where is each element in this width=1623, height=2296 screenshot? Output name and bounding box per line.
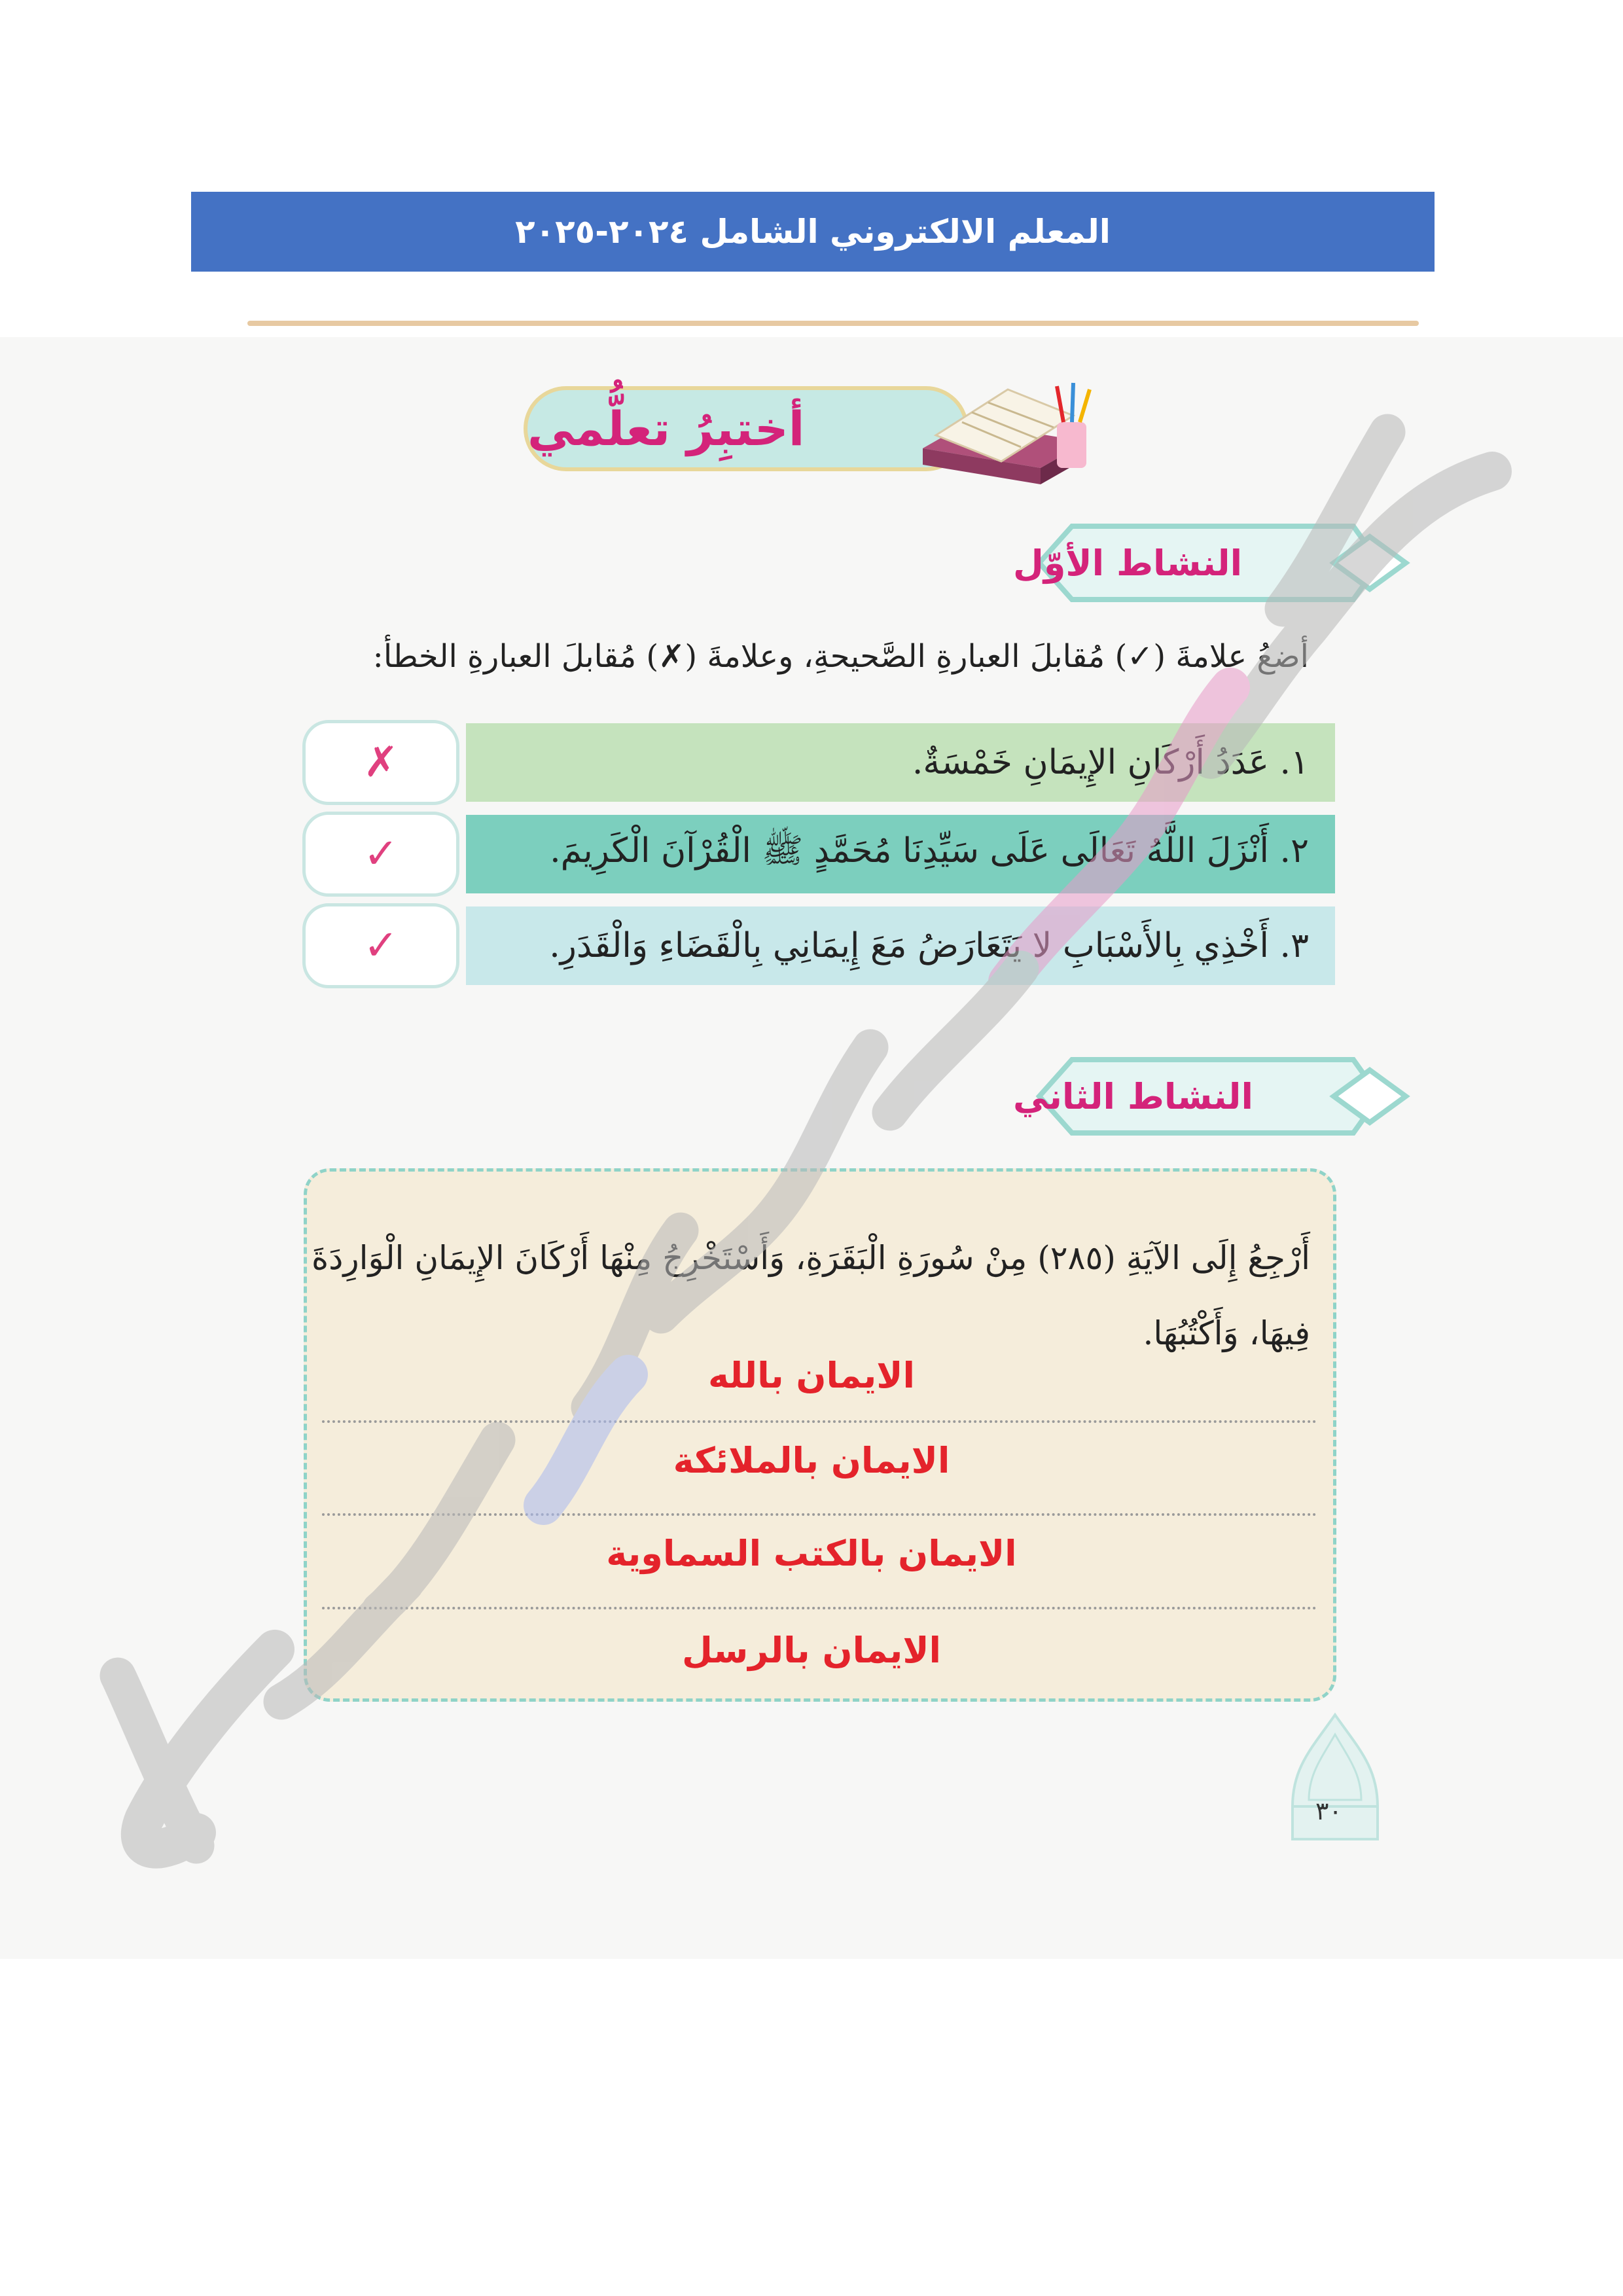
activity2-question: أَرْجِعُ إِلَى الآيَةِ (٢٨٥) مِنْ سُورَةِ الْبَقَرَةِ، وَأَسْتَخْرِجُ مِنْهَا أَرْكَانَ الإِيمَانِ الْوَارِدَةَ فِيهَا، وَأَكْتُبُهَا. <box>311 1239 1310 1352</box>
writing-line <box>322 1513 1317 1516</box>
answer-line-1: الايمان بالله <box>708 1355 915 1396</box>
writing-line <box>322 1420 1317 1423</box>
answer-line-4: الايمان بالرسل <box>681 1630 942 1671</box>
header-bar <box>191 192 1435 272</box>
activity2-banner <box>1013 1050 1419 1142</box>
answer-box-2[interactable] <box>302 812 459 897</box>
section-title-pill <box>524 386 969 471</box>
answer-box-3[interactable] <box>302 903 459 988</box>
statement-row-3 <box>302 903 1335 988</box>
cross-icon: ✗ <box>363 738 399 787</box>
answer-line-3: الايمان بالكتب السماوية <box>606 1533 1017 1574</box>
writing-line <box>322 1607 1317 1609</box>
statement-row-1 <box>302 720 1335 805</box>
header-title: المعلم الالكتروني الشامل ٢٠٢٤-٢٠٢٥ <box>515 213 1111 251</box>
page-number: ٣٠ <box>1315 1797 1342 1825</box>
activity1-label: النشاط الأوّل <box>1013 542 1243 584</box>
check-icon: ✓ <box>363 830 399 878</box>
statement-text-1: ١. عَدَدُ أَرْكَانِ الإِيمَانِ خَمْسَةٌ. <box>466 723 1335 802</box>
answer-box-1[interactable] <box>302 720 459 805</box>
statement-text-3: ٣. أَخْذِي بِالأَسْبَابِ لا يَتَعَارَضُ مَعَ إِيمَانِي بِالْقَضَاءِ وَالْقَدَرِ. <box>466 906 1335 985</box>
section-title: أختبِرُ تعلُّمي <box>527 401 805 456</box>
statement-text-2: ٢. أَنْزَلَ اللَّهُ تَعَالَى عَلَى سَيِّدِنَا مُحَمَّدٍ ﷺ الْقُرْآنَ الْكَرِيمَ. <box>466 815 1335 893</box>
activity1-instruction: أضعُ علامةَ (✓) مُقابلَ العبارةِ الصَّحيحةِ، وعلامةَ (✗) مُقابلَ العبارةِ الخطأ: <box>372 638 1309 675</box>
check-icon: ✓ <box>363 922 399 970</box>
activity2-label: النشاط الثاني <box>1013 1075 1253 1117</box>
activity1-banner <box>1013 517 1419 609</box>
answer-line-2: الايمان بالملائكة <box>673 1440 950 1481</box>
book-icon <box>910 370 1099 494</box>
header-divider <box>247 321 1419 326</box>
statement-row-2 <box>302 812 1335 897</box>
